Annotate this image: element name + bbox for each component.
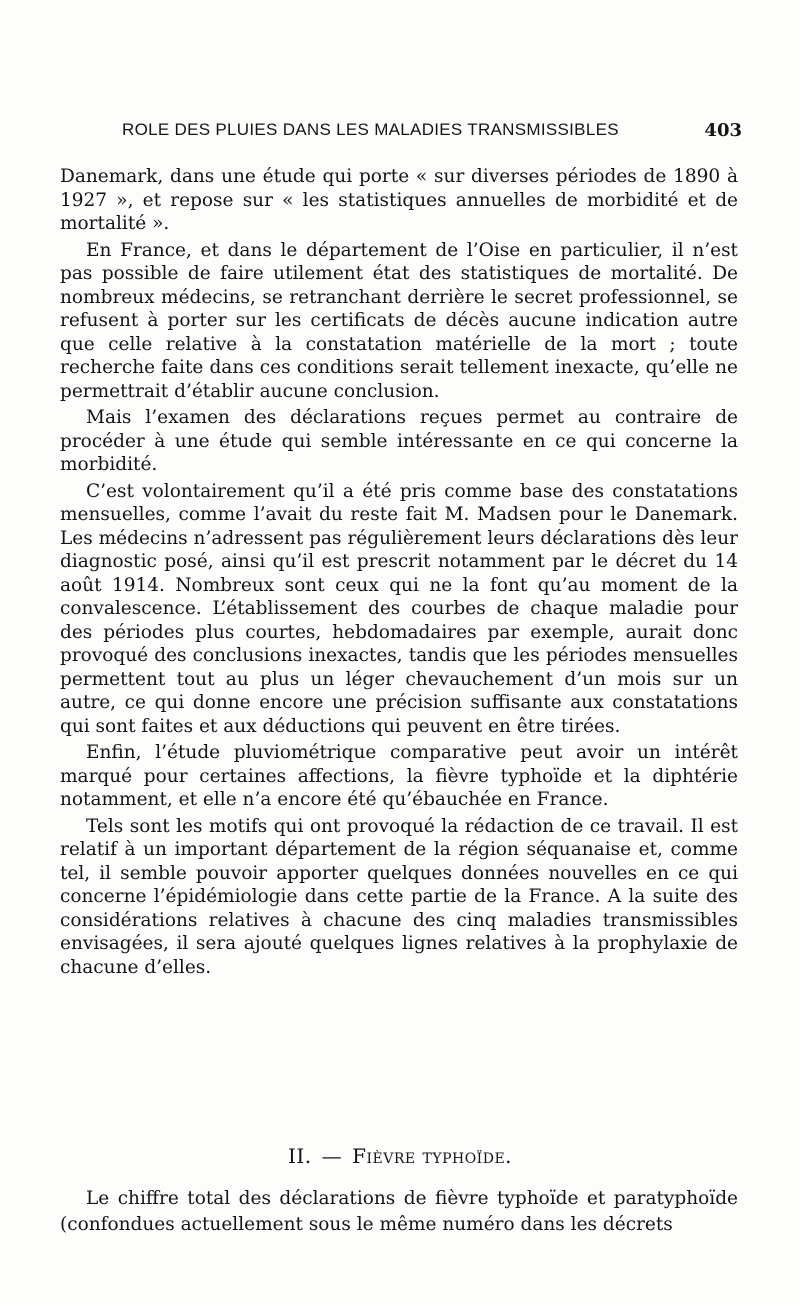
main-text-block [60,165,738,979]
section-title: Fièvre typhoïde. [352,1144,513,1168]
running-title: ROLE DES PLUIES DANS LES MALADIES TRANSMISSIBLES [122,120,619,139]
section-number: II. [287,1144,312,1168]
paragraph-constatations-mensuelles: C’est volontairement qu’il a été pris comme base des constatations mensuelles, comme l’avait du reste fait M. Madsen pour le Danemark. Les médecins n’adressent pas régulièrement leurs déclarations dès leur diagnostic posé, ainsi qu’il est prescrit notamment par le décret du 14 août 1914. Nombreux sont ceux qui ne la font qu’au moment de la convalescence. L’établissement des courbes de chaque maladie pour des périodes plus courtes, hebdomadaires par exemple, aurait donc provoqué des conclusions inexactes, tandis que les périodes mensuelles permettent tout au plus un léger chevauchement d’un mois sur un autre, ce qui donne encore une précision suffisante aux constatations qui sont faites et aux déductions qui peuvent en être tirées. [60,480,738,737]
section-heading [0,1144,800,1168]
page-number: 403 [704,120,742,141]
section-text-block [60,1186,738,1238]
paragraph-danemark: Danemark, dans une étude qui porte « sur diverses périodes de 1890 à 1927 », et repose sur « les statistiques annuelles de morbidité et de mortalité ». [60,166,738,234]
paragraph-motifs: Tels sont les motifs qui ont provoqué la rédaction de ce travail. Il est relatif à un important département de la région séquanaise et, comme tel, il semble pouvoir apporter quelques données nouvelles en ce qui concerne l’épidémiologie dans cette partie de la France. A la suite des considérations relatives à chacune des cinq maladies transmissibles envisagées, il sera ajouté quelques lignes relatives à la prophylaxie de chacune d’elles. [60,815,738,978]
paragraph-chiffre-total: Le chiffre total des déclarations de fièvre typhoïde et paratyphoïde (confondues actuellement sous le même numéro dans les décrets [60,1188,738,1235]
paragraph-etude-pluviometrique: Enfin, l’étude pluviométrique comparative peut avoir un intérêt marqué pour certaines affections, la fièvre typhoïde et la diphtérie notamment, et elle n’a encore été qu’ébauchée en France. [60,742,738,810]
running-header [112,114,742,146]
paragraph-examen-declarations: Mais l’examen des déclarations reçues permet au contraire de procéder à une étude qui semble intéressante en ce qui concerne la morbidité. [60,407,738,475]
section-dash: — [321,1144,343,1168]
paragraph-france-oise: En France, et dans le département de l’Oise en particulier, il n’est pas possible de faire utilement état des statistiques de mortalité. De nombreux médecins, se retranchant derrière le secret professionnel, se refusent à porter sur les certificats de décès aucune indication autre que celle relative à la constatation matérielle de la mort ; toute recherche faite dans ces conditions serait tellement inexacte, qu’elle ne permettrait d’établir aucune conclusion. [60,239,738,402]
